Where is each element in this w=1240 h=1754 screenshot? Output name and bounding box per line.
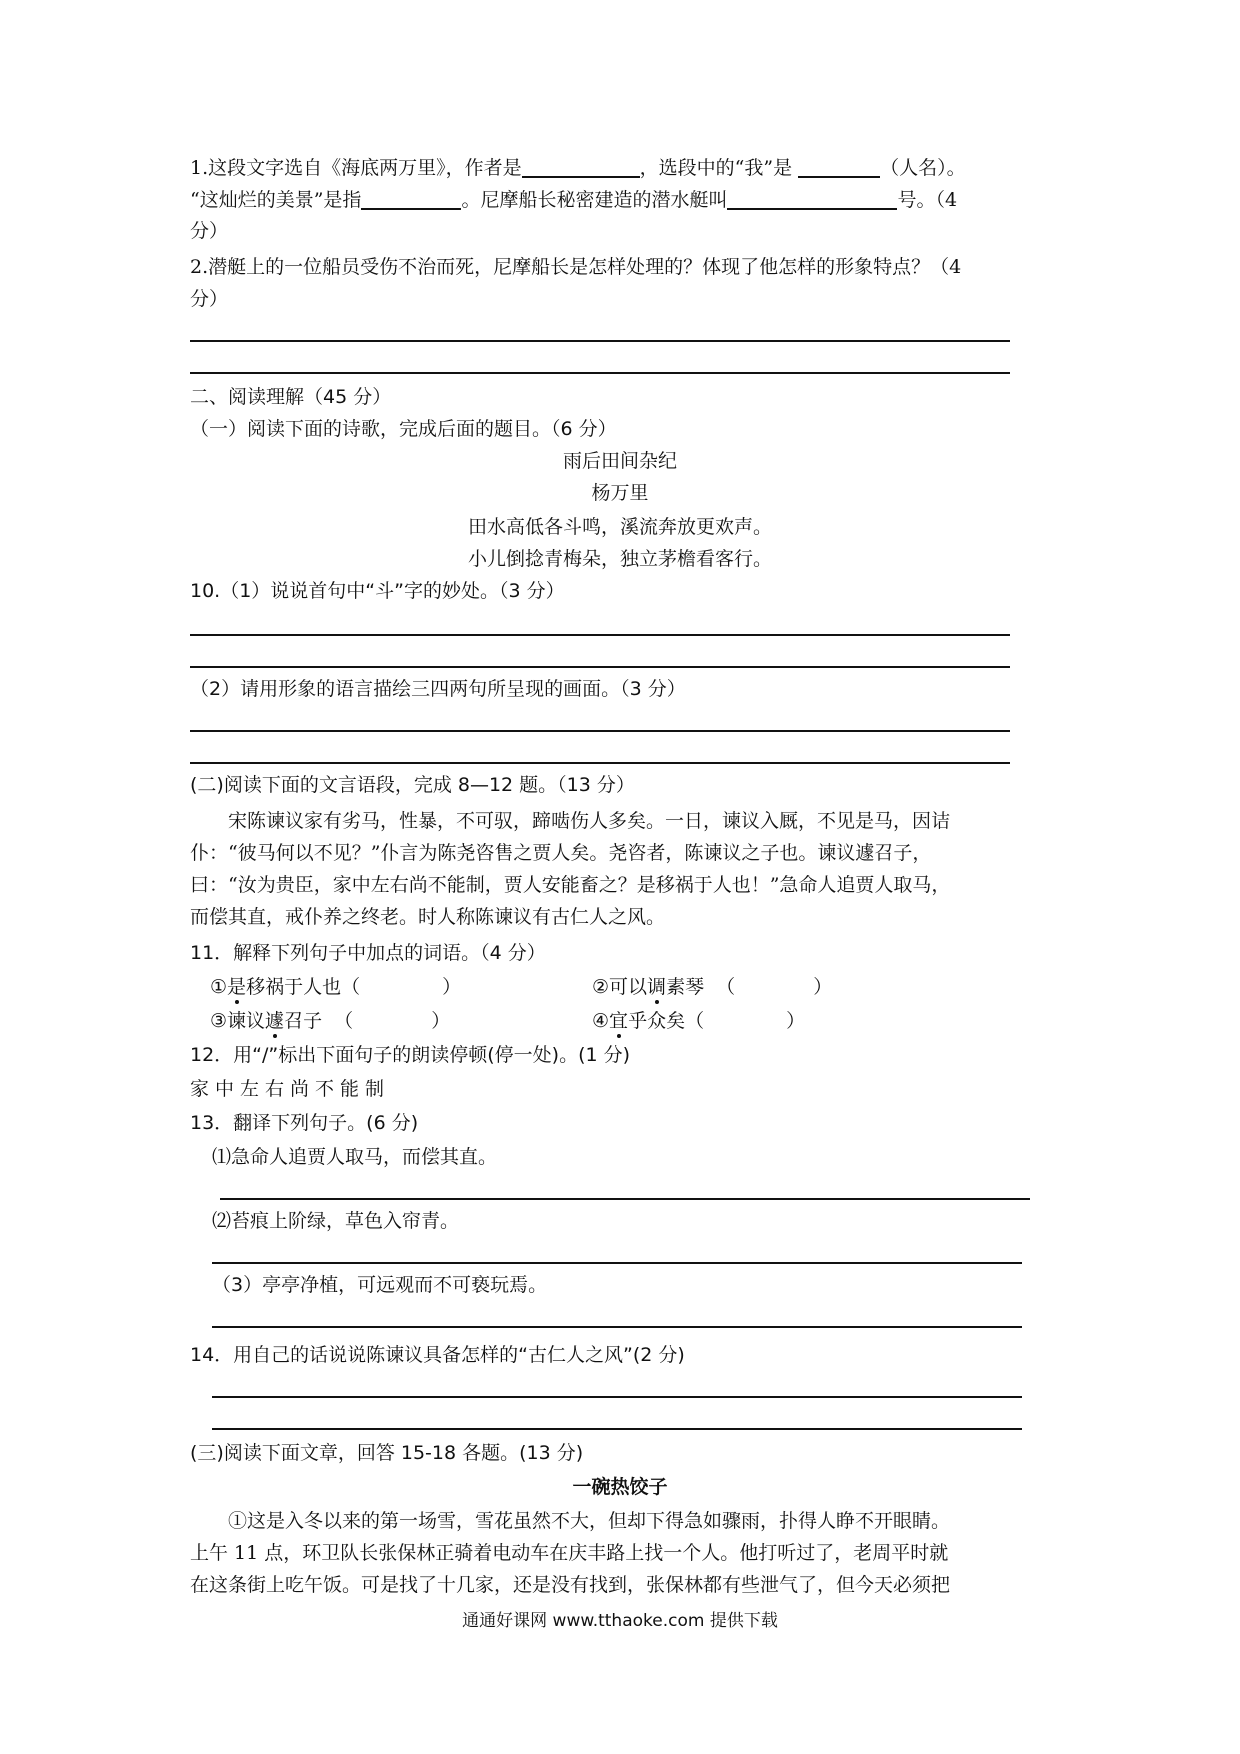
q14: 14．用自己的话说说陈谏议具备怎样的“古仁人之风”(2 分) [190, 1344, 685, 1366]
q13-3: （3）亭亭净植，可远观而不可亵玩焉。 [212, 1274, 548, 1296]
passage-line: 宋陈谏议家有劣马，性暴，不可驭，蹄啮伤人多矣。一日，谏议入厩，不见是马，因诘 [228, 810, 951, 832]
answer-line[interactable] [190, 762, 1010, 764]
q11-text: 移祸于人也（ [246, 976, 361, 998]
q11-text: ） [786, 1010, 806, 1032]
section-heading: 二、阅读理解（45 分） [190, 386, 392, 408]
q11-item-d [592, 1012, 805, 1031]
answer-line[interactable] [212, 1396, 1022, 1398]
q11-text: （ [716, 976, 736, 998]
answer-line[interactable] [212, 1428, 1022, 1430]
q11-text: ① [210, 976, 228, 998]
q1-blank-scene[interactable] [361, 190, 461, 210]
q1-text: “这灿烂的美景”是指 [190, 189, 362, 211]
dotted-char: 遽 [265, 1010, 285, 1032]
answer-line[interactable] [190, 340, 1010, 342]
q1-text: （人名）。 [880, 157, 966, 179]
footer-watermark: 通通好课网 www.tthaoke.com 提供下载 [462, 1611, 778, 1631]
part1-heading: （一）阅读下面的诗歌，完成后面的题目。（6 分） [190, 418, 617, 440]
answer-line[interactable] [190, 666, 1010, 668]
passage-line: 仆：“彼马何以不见？”仆言为陈尧咨售之贾人矣。尧咨者，陈谏议之子也。谏议遽召子， [190, 842, 932, 864]
poem-title: 雨后田间杂纪 [562, 450, 677, 472]
answer-line[interactable] [212, 1262, 1022, 1264]
q10-2: （2）请用形象的语言描绘三四两句所呈现的画面。（3 分） [190, 678, 686, 700]
q11-text: ②可以 [592, 976, 648, 998]
q1-blank-submarine[interactable] [727, 190, 897, 210]
q1-line3: 分） [190, 220, 229, 242]
answer-line[interactable] [190, 730, 1010, 732]
dotted-char: 调 [647, 976, 667, 998]
q12-sentence[interactable]: 家中左右尚不能制 [190, 1078, 391, 1100]
q13-1: ⑴急命人追贾人取马，而偿其直。 [212, 1146, 498, 1168]
answer-line[interactable] [190, 372, 1010, 374]
q11-text: ④ [592, 1010, 610, 1032]
dotted-char: 宜 [609, 1010, 629, 1032]
q11-item-b [592, 978, 832, 997]
q11-text: ③谏议 [210, 1010, 266, 1032]
q1-text: 号。（4 [897, 189, 958, 211]
poem-author: 杨万里 [591, 482, 649, 504]
q1-blank-author[interactable] [522, 158, 640, 178]
q11-text: 素琴 [666, 976, 705, 998]
q12: 12．用“/”标出下面句子的朗读停顿(停一处)。(1 分) [190, 1044, 631, 1066]
q10-1: 10.（1）说说首句中“斗”字的妙处。（3 分） [190, 580, 565, 602]
q1-blank-name[interactable] [798, 158, 880, 178]
article-line: ①这是入冬以来的第一场雪，雪花虽然不大，但却下得急如骤雨，扑得人睁不开眼睛。 [228, 1510, 951, 1532]
q11-item-c [210, 1012, 450, 1031]
article-line: 在这条街上吃午饭。可是找了十几家，还是没有找到，张保林都有些泄气了，但今天必须把 [190, 1574, 951, 1596]
answer-line[interactable] [212, 1326, 1022, 1328]
poem-line: 小儿倒捻青梅朵，独立茅檐看客行。 [467, 548, 772, 570]
q1-text: 。尼摩船长秘密建造的潜水艇叫 [461, 189, 728, 211]
part2-heading: (二)阅读下面的文言语段，完成 8—12 题。（13 分） [190, 774, 635, 796]
answer-line[interactable] [220, 1198, 1030, 1200]
q13-2: ⑵苔痕上阶绿，草色入帘青。 [212, 1210, 460, 1232]
q11-text: ） [431, 1010, 451, 1032]
q11-text: 召子 [284, 1010, 323, 1032]
q1-line1 [190, 158, 966, 178]
poem-line: 田水高低各斗鸣，溪流奔放更欢声。 [467, 516, 772, 538]
q11-item-a [210, 978, 461, 997]
q11-text: 乎众矣（ [628, 1010, 705, 1032]
q1-text: ，选段中的“我”是 [639, 157, 793, 179]
dotted-char: 是 [227, 976, 247, 998]
q1-text: 1.这段文字选自《海底两万里》，作者是 [190, 157, 522, 179]
passage-line: 而偿其直，戒仆养之终老。时人称陈谏议有古仁人之风。 [190, 906, 666, 928]
passage-line: 曰：“汝为贵臣，家中左右尚不能制，贾人安能畜之？是移祸于人也！”急命人追贾人取马， [190, 874, 951, 896]
q2-line1: 2.潜艇上的一位船员受伤不治而死，尼摩船长是怎样处理的？体现了他怎样的形象特点？（4 [190, 256, 962, 278]
article-line: 上午 11 点，环卫队长张保林正骑着电动车在庆丰路上找一个人。他打听过了，老周平时就 [190, 1542, 949, 1564]
q11-text: ） [442, 976, 462, 998]
q11-text: ） [813, 976, 833, 998]
part3-heading: (三)阅读下面文章，回答 15-18 各题。(13 分) [190, 1442, 584, 1464]
q1-line2 [190, 190, 957, 210]
q2-line2: 分） [190, 288, 229, 310]
answer-line[interactable] [190, 634, 1010, 636]
q11: 11．解释下列句子中加点的词语。（4 分） [190, 942, 546, 964]
article-title: 一碗热饺子 [572, 1476, 668, 1498]
q13: 13．翻译下列句子。(6 分) [190, 1112, 419, 1134]
q11-text: （ [334, 1010, 354, 1032]
